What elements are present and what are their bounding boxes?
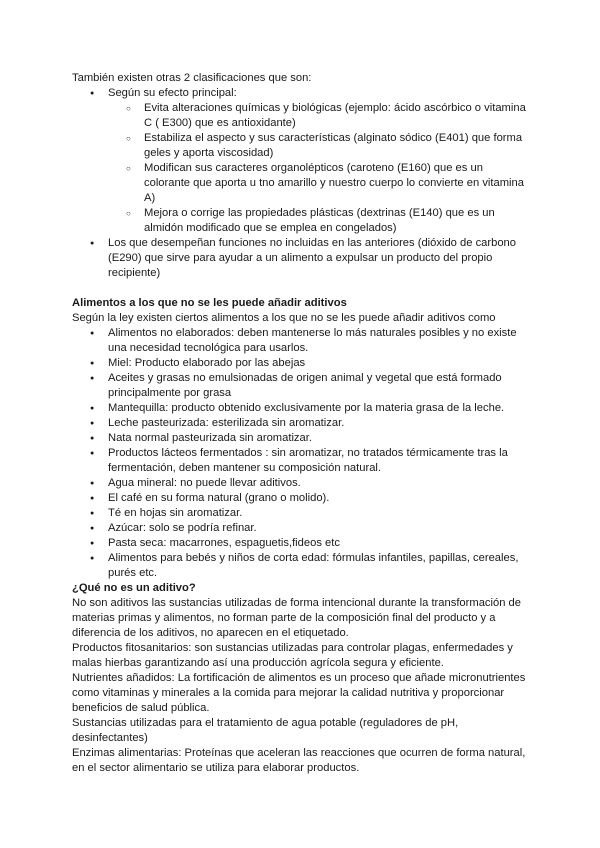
list-item: ● El café en su forma natural (grano o molido). (108, 491, 528, 506)
list-item: ● Aceites y grasas no emulsionadas de origen animal y vegetal que está formado principalmente por grasa (108, 371, 528, 401)
sub-list-item: ○ Mejora o corrige las propiedades plásticas (dextrinas (E140) que es un almidón modificado que se emplea en congelados) (144, 206, 528, 236)
classification-list (72, 86, 528, 281)
sub-list (108, 101, 528, 236)
list-item: ● Nata normal pasteurizada sin aromatizar. (108, 431, 528, 446)
list-item: ● Té en hojas sin aromatizar. (108, 506, 528, 521)
sub-list-item: ○ Evita alteraciones químicas y biológicas (ejemplo: ácido ascórbico o vitamina C ( E300) que es antioxidante) (144, 101, 528, 131)
list-item: ● Productos lácteos fermentados : sin aromatizar, no tratados térmicamente tras la fermentación, deben mantener su composición natural. (108, 446, 528, 476)
paragraph: Nutrientes añadidos: La fortificación de alimentos es un proceso que añade micronutrientes como vitaminas y minerales a la comida para mejorar la calidad nutritiva y proporcionar beneficios de salud pública. (72, 672, 526, 714)
list-item: ● Agua mineral: no puede llevar aditivos. (108, 476, 528, 491)
list-item: ● Los que desempeñan funciones no incluidas en las anteriores (dióxido de carbono (E290) que sirve para ayudar a un alimento a expulsar un producto del propio recipiente) (108, 236, 528, 281)
sub-list-item: ○ Modifican sus caracteres organolépticos (caroteno (E160) que es un colorante que aporta u tno amarillo y nuestro cuerpo lo convierte en vitamina A) (144, 161, 528, 206)
list-item: ● Azúcar: solo se podría refinar. (108, 521, 528, 536)
list-item: ● Leche pasteurizada: esterilizada sin aromatizar. (108, 416, 528, 431)
paragraph: Productos fitosanitarios: son sustancias utilizadas para controlar plagas, enfermedades y malas hierbas garantizando así una producción agrícola segura y eficiente. (72, 642, 513, 669)
section-heading: Alimentos a los que no se les puede añadir aditivos (72, 297, 347, 309)
no-additives-list (72, 326, 528, 581)
list-item: ● Alimentos para bebés y niños de corta edad: fórmulas infantiles, papillas, cereales, purés etc. (108, 551, 528, 581)
list-item-text: Según su efecto principal: (108, 87, 237, 99)
intro-text: También existen otras 2 clasificaciones que son: (72, 72, 312, 84)
list-item (108, 86, 528, 236)
section-intro: Según la ley existen ciertos alimentos a los que no se les puede añadir aditivos como (72, 312, 496, 324)
list-item: ● Mantequilla: producto obtenido exclusivamente por la materia grasa de la leche. (108, 401, 528, 416)
section-heading: ¿Qué no es un aditivo? (72, 582, 196, 594)
paragraph: No son aditivos las sustancias utilizadas de forma intencional durante la transformación de materias primas y alimentos, no forman parte de la composición final del producto y a diferencia de los aditivos, no aparecen en el etiquetado. (72, 597, 521, 639)
sub-list-item: ○ Estabiliza el aspecto y sus características (alginato sódico (E401) que forma geles y aporta viscosidad) (144, 131, 528, 161)
paragraph: Sustancias utilizadas para el tratamiento de agua potable (reguladores de pH, desinfectantes) (72, 717, 459, 744)
list-item: ● Alimentos no elaborados: deben mantenerse lo más naturales posibles y no existe una necesidad tecnológica para usarlos. (108, 326, 528, 356)
paragraph: Enzimas alimentarias: Proteínas que aceleran las reacciones que ocurren de forma natural, en el sector alimentario se utiliza para elaborar productos. (72, 747, 526, 774)
list-item: ● Miel: Producto elaborado por las abejas (108, 356, 528, 371)
list-item: ● Pasta seca: macarrones, espaguetis,fideos etc (108, 536, 528, 551)
